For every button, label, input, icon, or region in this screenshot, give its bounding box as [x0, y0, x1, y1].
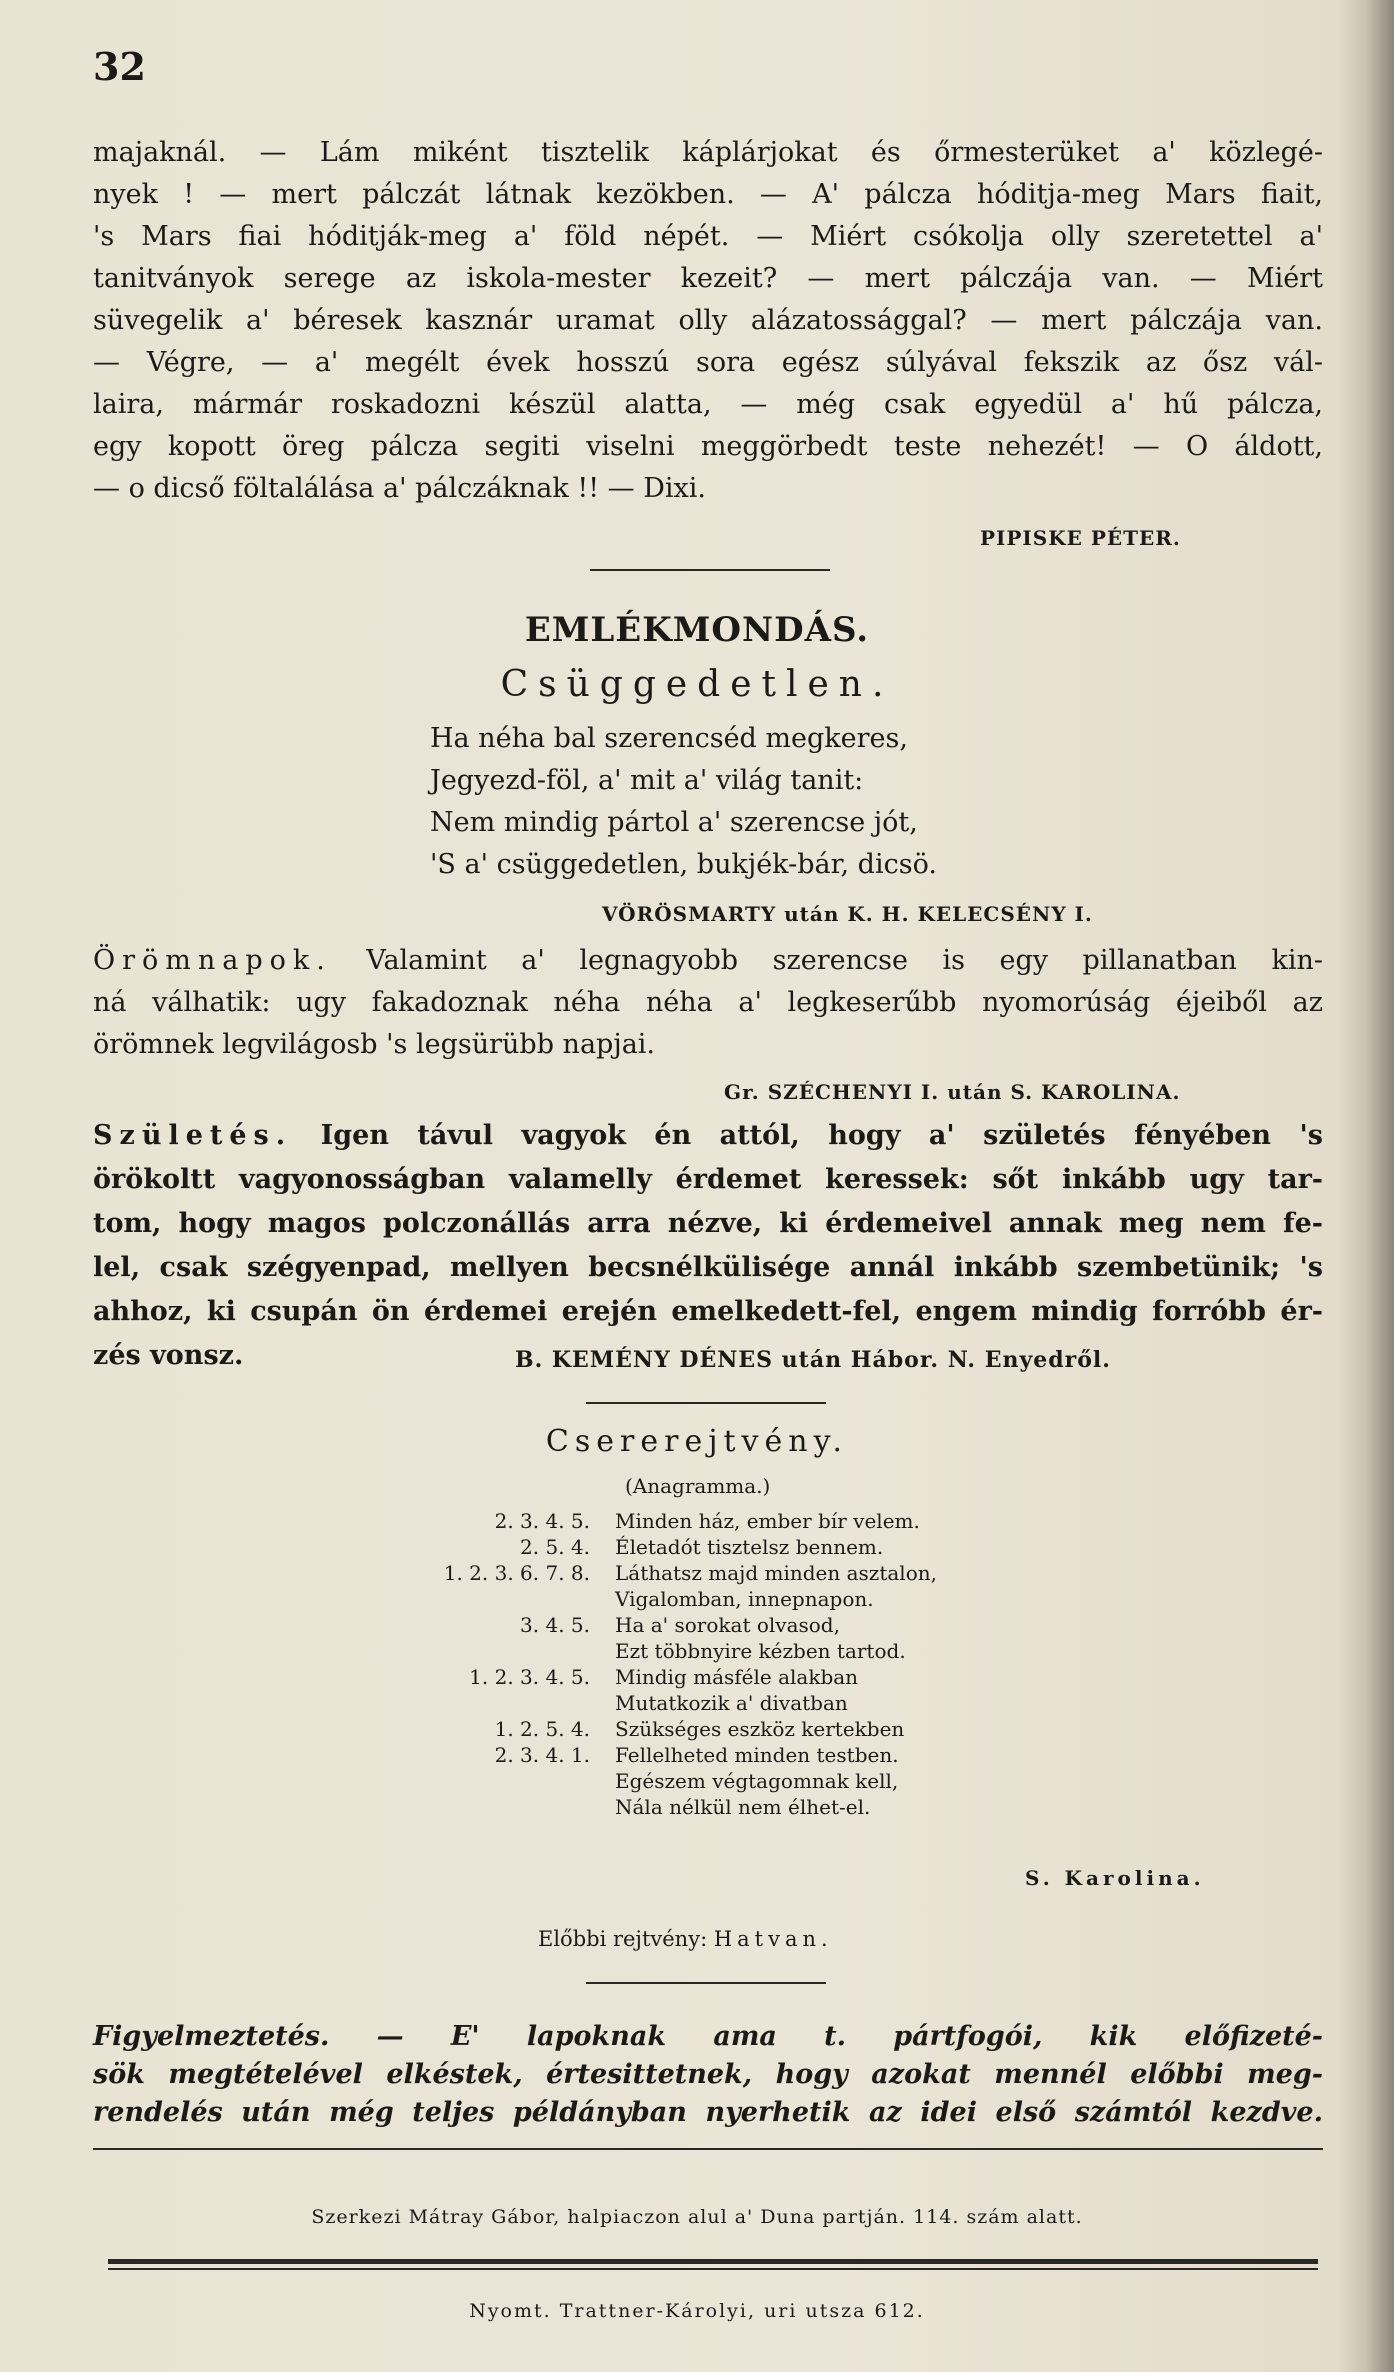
intro-line: laira, mármár roskadozni készül alatta, — még csak egyedül a' hű pálcza, [93, 389, 1323, 420]
intro-line: tanitványok serege az iskola-mester kezeit? — mert pálczája van. — Miért [93, 263, 1323, 294]
footer-editor: Szerkezi Mátray Gábor, halpiaczon alul a' Duna partján. 114. szám alatt. [311, 2206, 1083, 2228]
oromnapok-line: Örömnapok. Valamint a' legnagyobb szerencse is egy pillanatban kin- [93, 945, 1323, 976]
szuletes-line: lel, csak szégyenpad, mellyen becsnélkülisége annál inkább szembetünik; 's [93, 1252, 1323, 1283]
oromnapok-paragraph [93, 940, 1323, 1066]
notice-line: rendelés után még teljes példányban nyerhetik az idei első számtól kezdve. [93, 2097, 1323, 2128]
szuletes-line: zés vonsz. [93, 1340, 244, 1371]
intro-line: — Végre, — a' megélt évek hosszú sora egész súlyával fekszik az ősz vál- [93, 347, 1323, 378]
puzzle-rows [385, 1508, 937, 1820]
intro-line: 's Mars fiai hóditják-meg a' föld népét. — Miért csókolja olly szeretettel a' [93, 221, 1323, 252]
puzzle-row: 1. 2. 3. 4. 5. Mindig másféle alakban [469, 1665, 859, 1689]
intro-line: süvegelik a' béresek kasznár uramat olly alázatossággal? — mert pálczája van. [93, 305, 1323, 336]
notice-paragraph [93, 2018, 1323, 2132]
footer-rule-top [93, 2148, 1323, 2150]
szuletes-line: tom, hogy magos polczonállás arra nézve, ki érdemeivel annak meg nem fe- [93, 1208, 1323, 1239]
poem-line: Jegyezd-föl, a' mit a' világ tanit: [430, 765, 864, 796]
poem-line: Ha néha bal szerencséd megkeres, [430, 723, 908, 754]
intro-line: majaknál. — Lám miként tisztelik káplárjokat és őrmesterüket a' közlegé- [93, 137, 1323, 168]
section-divider [586, 1402, 826, 1404]
intro-line: nyek ! — mert pálczát látnak kezökben. — A' pálcza hóditja-meg Mars fiait, [93, 179, 1323, 210]
puzzle-signature: S. Karolina. [1025, 1866, 1205, 1890]
intro-signature: PIPISKE PÉTER. [980, 526, 1181, 550]
puzzle-row: 3. 4. 5. Ha a' sorokat olvasod, [520, 1613, 840, 1637]
footer-rule-thick [108, 2259, 1318, 2264]
previous-puzzle-label: Előbbi rejtvény: [538, 1927, 708, 1951]
footer-rule-thin [108, 2268, 1318, 2270]
footer-printer: Nyomt. Trattner-Károlyi, uri utsza 612. [469, 2300, 925, 2322]
szuletes-signature: B. KEMÉNY DÉNES után Hábor. N. Enyedről. [515, 1347, 1111, 1373]
previous-puzzle-answer: Hatvan. [713, 1927, 833, 1951]
szuletes-line: ahhoz, ki csupán ön érdemei erején emelkedett-fel, engem mindig forróbb ér- [93, 1296, 1323, 1327]
poem-line: 'S a' csüggedetlen, bukjék-bár, dicsö. [430, 849, 937, 880]
oromnapok-line: ná válhatik: ugy fakadoznak néha néha a' legkeserűbb nyomorúság éjeiből az [93, 987, 1323, 1018]
puzzle-row: Vigalomban, innepnapon. [615, 1587, 874, 1611]
puzzle-row: Mutatkozik a' divatban [615, 1691, 848, 1715]
poem-signature: VÖRÖSMARTY után K. H. KELECSÉNY I. [602, 902, 1093, 926]
szuletes-line: Születés. Igen távul vagyok én attól, hogy a' születés fényében 's [93, 1120, 1323, 1151]
puzzle-row: 2. 3. 4. 1. Fellelheted minden testben. [494, 1743, 899, 1767]
intro-line: — o dicső föltalálása a' pálczáknak !! — Dixi. [93, 473, 706, 504]
page-number: 32 [93, 44, 146, 89]
notice-line: Figyelmeztetés. — E' lapoknak ama t. pártfogói, kik előfizeté- [93, 2021, 1323, 2052]
oromnapok-line: örömnek legvilágosb 's legsürübb napjai. [93, 1029, 656, 1060]
oromnapok-signature: Gr. SZÉCHENYI I. után S. KAROLINA. [724, 1080, 1181, 1104]
puzzle-row: Egészem végtagomnak kell, [615, 1769, 899, 1793]
puzzle-row: Nála nélkül nem élhet-el. [615, 1795, 871, 1819]
puzzle-row: 2. 3. 4. 5. Minden ház, ember bír velem. [494, 1509, 920, 1533]
puzzle-row: Ezt többnyire kézben tartod. [615, 1639, 906, 1663]
section-subheading: Csüggedetlen. [500, 664, 894, 705]
section-divider [586, 1982, 826, 1984]
section-divider [590, 569, 830, 571]
puzzle-title: Csererejtvény. [545, 1424, 849, 1459]
notice-line: sök megtételével elkéstek, értesittetnek, hogy azokat mennél előbbi meg- [93, 2059, 1323, 2090]
intro-line: egy kopott öreg pálcza segiti viselni meggörbedt teste nehezét! — O áldott, [93, 431, 1323, 462]
szuletes-title: Születés. [93, 1120, 293, 1151]
puzzle-row: 1. 2. 5. 4. Szükséges eszköz kertekben [494, 1717, 905, 1741]
poem-line: Nem mindig pártol a' szerencse jót, [430, 807, 918, 838]
intro-paragraph [93, 132, 1323, 510]
puzzle-subtitle: (Anagramma.) [625, 1474, 771, 1498]
szuletes-line: örökoltt vagyonosságban valamelly érdemet keressek: sőt inkább ugy tar- [93, 1164, 1323, 1195]
szuletes-paragraph [93, 1114, 1323, 1378]
section-heading: EMLÉKMONDÁS. [524, 610, 870, 650]
oromnapok-title: Örömnapok. [93, 945, 332, 976]
puzzle-row: 2. 5. 4. Életadót tisztelsz bennem. [520, 1535, 884, 1559]
previous-puzzle [538, 1927, 833, 1951]
poem [430, 718, 937, 886]
puzzle-row: 1. 2. 3. 6. 7. 8. Láthatsz majd minden asztalon, [443, 1561, 937, 1585]
